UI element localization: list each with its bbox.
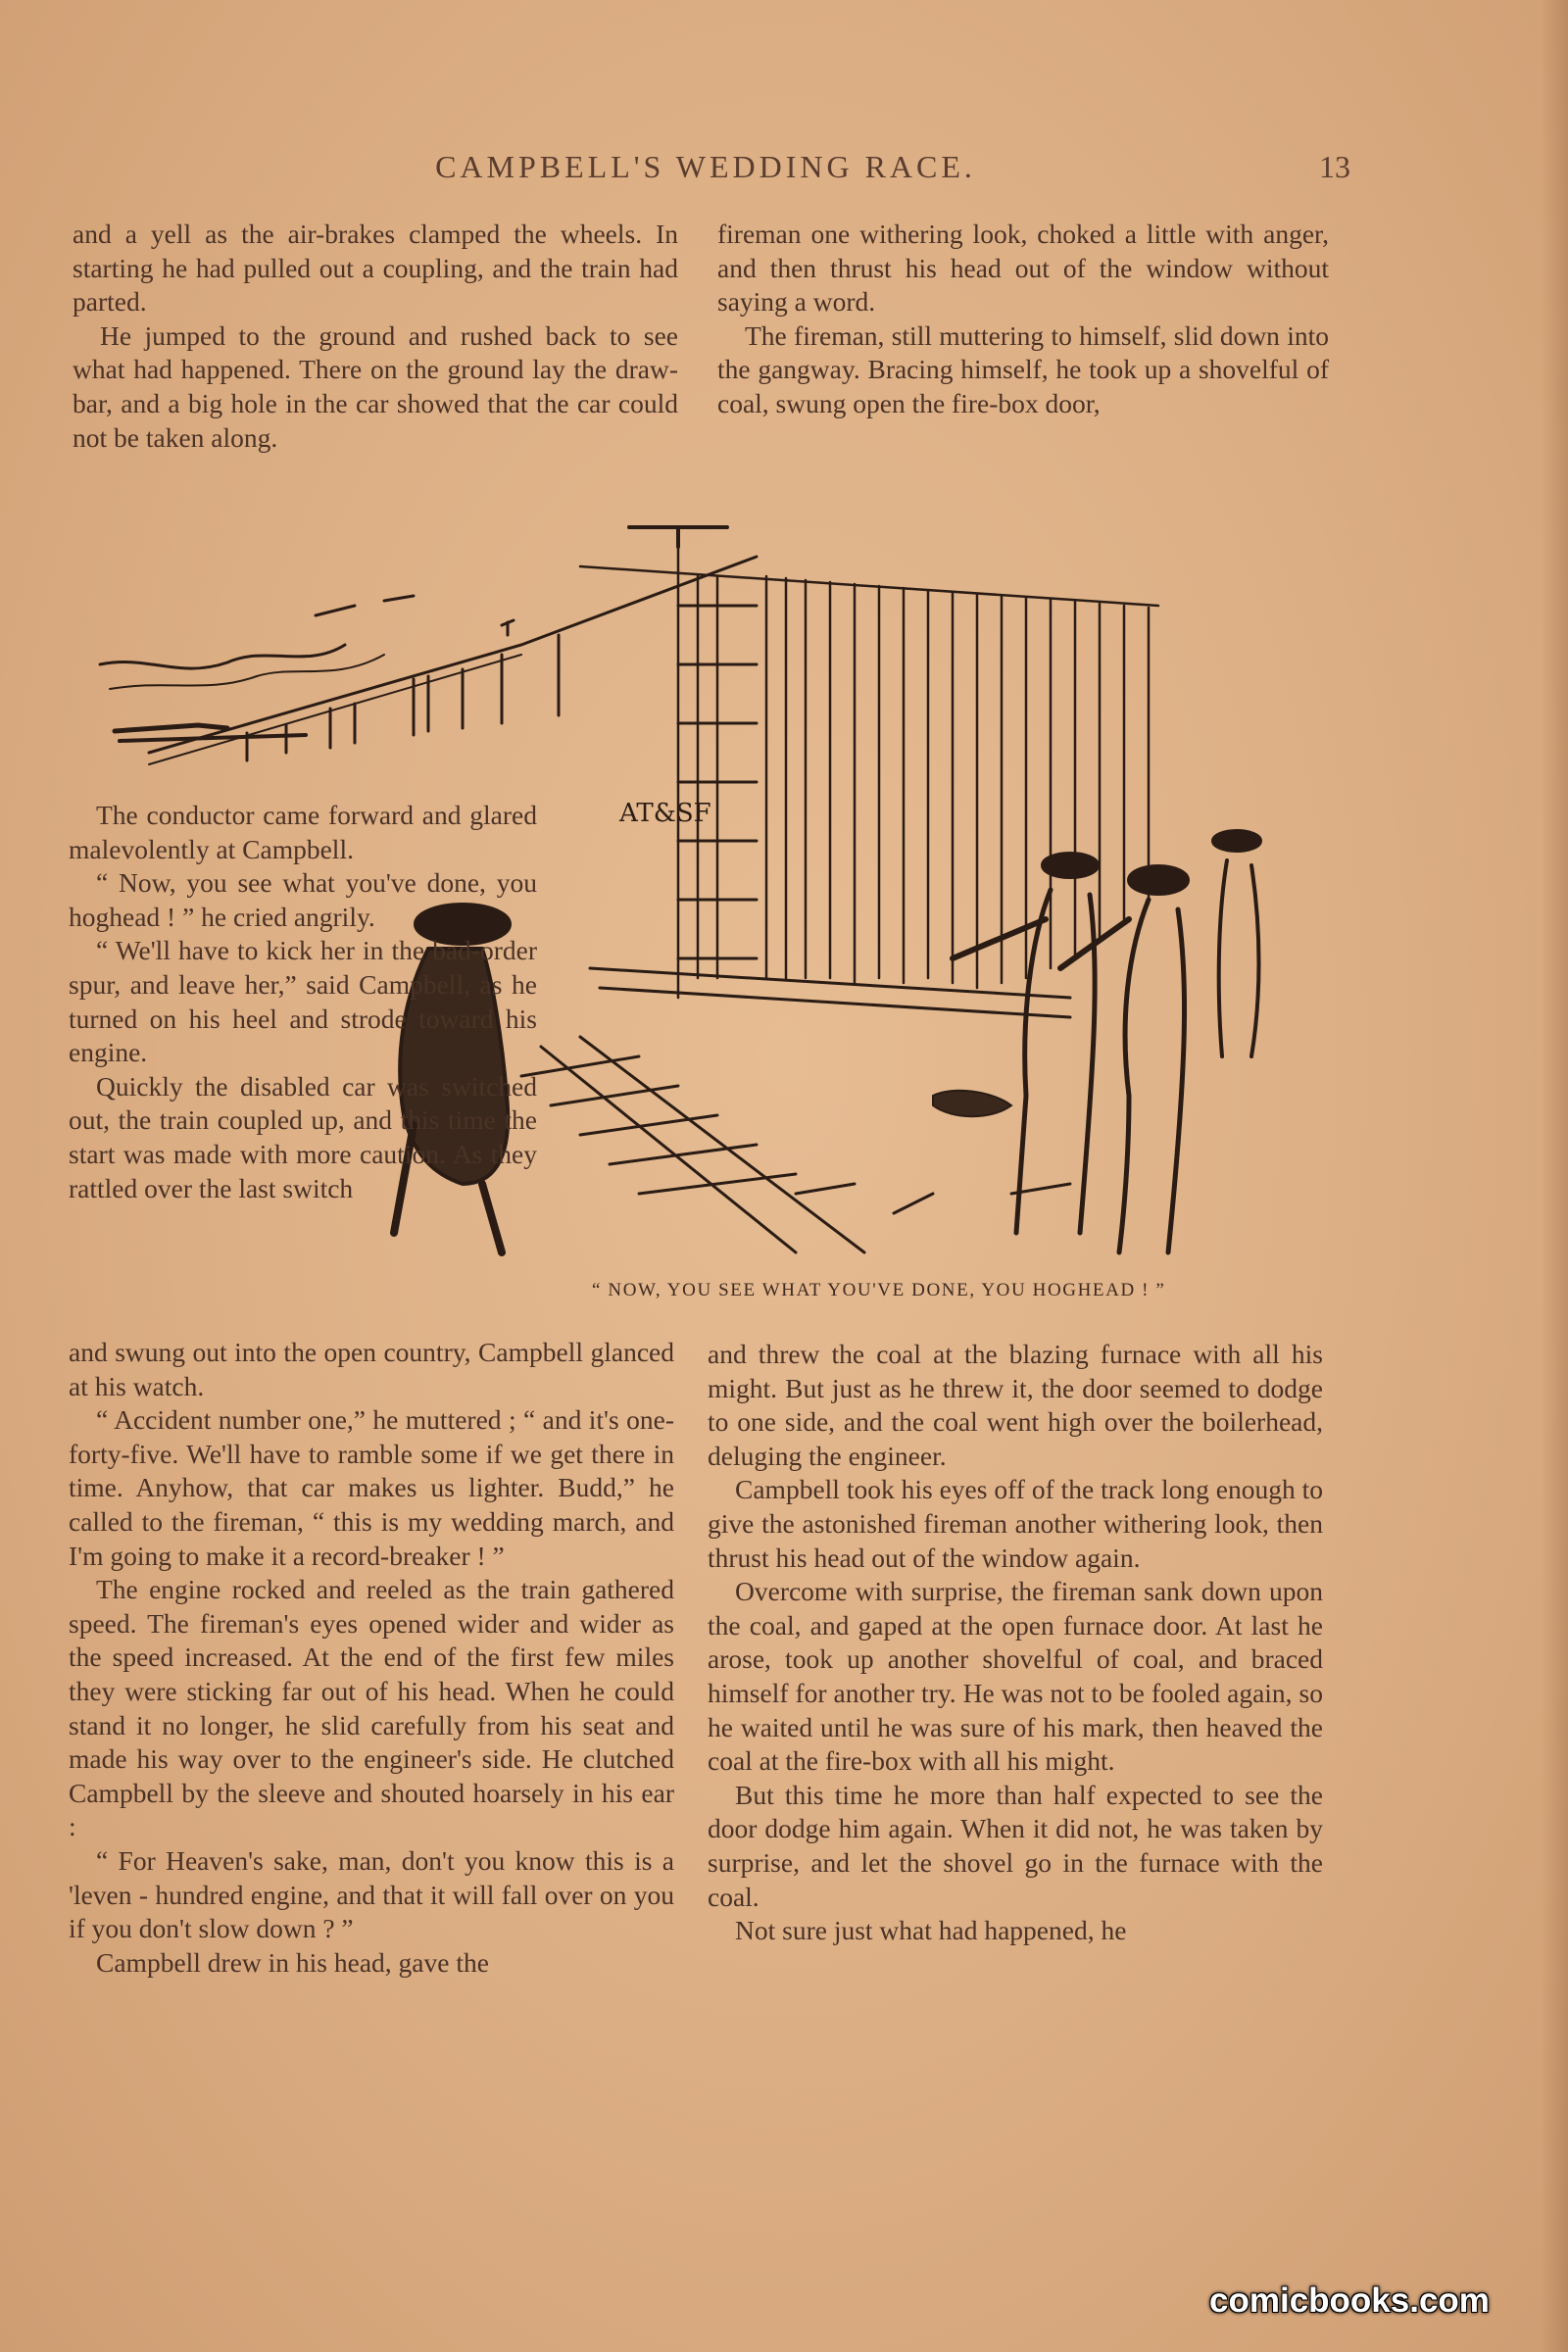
paragraph: “ We'll have to kick her in the bad-order spur, and leave her,” said Campbell, as he turned on his heel and strode toward his engine. (69, 935, 537, 1068)
paragraph: Not sure just what had happened, he (735, 1915, 1127, 1946)
paragraph: and threw the coal at the blazing furnace with all his might. But just as he threw it, the door seemed to dodge to one side, and the coal went high over the boilerhead, deluging the engineer. (708, 1339, 1323, 1471)
box-car (580, 527, 1158, 1017)
paragraph: The fireman, still muttering to himself, slid down into the gangway. Bracing himself, he took up a shovelful of coal, swung open the fire-box door, (717, 319, 1329, 418)
figure-trainman (1213, 831, 1260, 1056)
illustration-caption: “ NOW, YOU SEE WHAT YOU'VE DONE, YOU HOGHEAD ! ” (592, 1280, 1166, 1300)
running-title: CAMPBELL'S WEDDING RACE. (435, 149, 976, 184)
paragraph: and a yell as the air-brakes clamped the wheels. In starting he had pulled out a coupling, and the train had parted. (73, 219, 678, 318)
paragraph: fireman one withering look, choked a little with anger, and then thrust his head out of the window without saying a word. (717, 219, 1329, 318)
paragraph: Overcome with surprise, the fireman sank down upon the coal, and gaped at the open furnace door. At last he arose, took up another shovelful of coal, and braced himself for another try. He was not to be fooled again, so he waited until he was sure of his mark, then heaved the coal at the fire-box with all his might. (708, 1576, 1323, 1777)
watermark-link[interactable]: comicbooks.com (1209, 2281, 1490, 2320)
column-left-bottom (69, 1336, 674, 1980)
paragraph: and swung out into the open country, Campbell glanced at his watch. (69, 1337, 674, 1401)
paragraph: Quickly the disabled car was switched out, the train coupled up, and this time the start was made with more caution. As they rattled over the last switch (69, 1070, 537, 1203)
shed-posts (247, 635, 559, 760)
paragraph: Campbell drew in his head, gave the (96, 1946, 489, 1978)
page-header (69, 149, 1350, 188)
paragraph: The engine rocked and reeled as the train gathered speed. The fireman's eyes opened wider and wider as the speed increased. At the end of the first few miles they were sticking far out of his head. When he could stand it no longer, he slid carefully from his seat and made his way over to the engineer's side. He clutched Campbell by the sleeve and shouted hoarsely in his ear : (69, 1574, 674, 1842)
paragraph: But this time he more than half expected to see the door dodge him again. When it did not, he was taken by surprise, and let the shovel go in the furnace with the coal. (708, 1779, 1323, 1912)
paragraph: He jumped to the ground and rushed back to see what had happened. There on the ground lay the draw-bar, and a big hole in the car showed that the car could not be taken along. (73, 319, 678, 453)
paragraph: Campbell took his eyes off of the track long enough to give the astonished fireman another withering look, then thrust his head out of the window again. (708, 1474, 1323, 1573)
paragraph: “ Now, you see what you've done, you hoghead ! ” he cried angrily. (69, 867, 537, 932)
figure-campbell (1060, 866, 1188, 1252)
paragraph: The conductor came forward and glared malevolently at Campbell. (69, 800, 537, 864)
paragraph: “ Accident number one,” he muttered ; “ and it's one-forty-five. We'll have to ramble some if we get there in time. Anyhow, that car makes us lighter. Budd,” he called to the fireman, “ this is my wedding march, and I'm going to make it a record-breaker ! ” (69, 1404, 674, 1571)
column-right-top (717, 218, 1329, 421)
column-right-bottom (708, 1338, 1323, 1948)
page-edge-shadow (1541, 0, 1568, 2352)
paragraph: “ For Heaven's sake, man, don't you know this is a 'leven - hundred engine, and that it will fall over on you if you don't slow down ? ” (69, 1844, 674, 1944)
page-number: 13 (1319, 149, 1350, 184)
rail-tracks (521, 1037, 864, 1252)
car-marking: AT&SF (619, 799, 711, 828)
column-left-top (73, 218, 678, 455)
column-left-wrapped (69, 799, 537, 1205)
